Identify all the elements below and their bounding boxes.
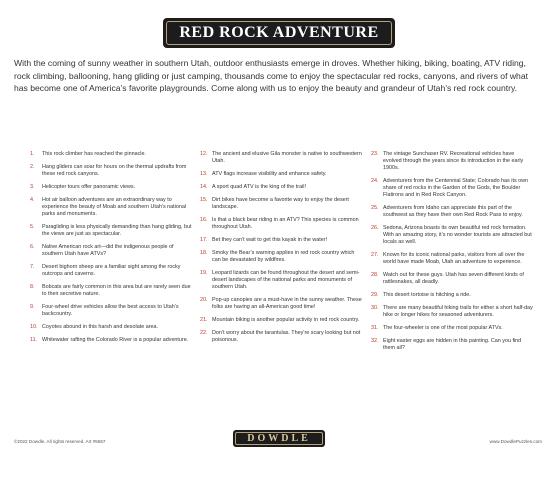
- item-text: Eight easter eggs are hidden in this painting. Can you find them all?: [383, 338, 522, 351]
- item-number: 26.: [371, 225, 379, 231]
- item-text: Smoky the Bear’s warning applies in red rock country which can be devastated by wildfires.: [212, 250, 355, 263]
- items-column-2: [200, 151, 363, 350]
- list-item: [30, 264, 193, 278]
- intro-paragraph: With the coming of sunny weather in southern Utah, outdoor enthusiasts emerge in droves. Whether hiking, biking, boating, ATV riding, rock climbing, ballooning, hang gliding or just camping, thousands come to enjoy the spectacular red rocks, canyons, and rivers of what has become one of America’s favorite playgrounds. Come along with us to enjoy the beauty and grandeur of Utah’s red rock country.: [14, 58, 528, 93]
- list-item: [200, 330, 363, 344]
- item-number: 32.: [371, 338, 379, 344]
- item-text: Whitewater rafting the Colorado River is a popular adventure.: [42, 337, 189, 343]
- item-number: 22.: [200, 330, 208, 336]
- item-number: 9.: [30, 304, 35, 310]
- item-number: 21.: [200, 317, 208, 323]
- item-number: 20.: [200, 297, 208, 303]
- list-item: [30, 284, 193, 298]
- item-text: Bobcats are fairly common in this area but are rarely seen due to their secretive nature.: [42, 284, 191, 297]
- item-number: 25.: [371, 205, 379, 211]
- list-item: [200, 250, 363, 264]
- item-text: Paragliding is less physically demanding than hang gliding, but the views are just as spectacular.: [42, 224, 192, 237]
- item-number: 4.: [30, 197, 35, 203]
- item-number: 27.: [371, 252, 379, 258]
- item-text: Helicopter tours offer panoramic views.: [42, 184, 136, 190]
- item-number: 23.: [371, 151, 379, 157]
- copyright-text: ©2022 Dowdle. All rights reserved. Art #5557: [14, 439, 106, 444]
- item-number: 19.: [200, 270, 208, 276]
- item-number: 30.: [371, 305, 379, 311]
- item-text: Is that a black bear riding in an ATV? This species is common throughout Utah.: [212, 217, 359, 230]
- list-item: [30, 324, 193, 331]
- item-number: 1.: [30, 151, 35, 157]
- list-item: [371, 151, 534, 172]
- item-text: Adventurers from the Centennial State; Colorado has its own share of red rocks in the Garden of the Gods, the Boulder Flatirons and in Red Rock Canyon.: [383, 178, 529, 198]
- item-number: 10.: [30, 324, 38, 330]
- list-item: [200, 317, 363, 324]
- list-item: [30, 337, 193, 344]
- item-number: 13.: [200, 171, 208, 177]
- list-item: [371, 225, 534, 246]
- item-number: 5.: [30, 224, 35, 230]
- item-number: 14.: [200, 184, 208, 190]
- item-text: The vintage Sunchaser RV. Recreational vehicles have evolved through the years since its introduction in the early 1900s.: [383, 151, 524, 171]
- item-text: Known for its iconic national parks, visitors from all over the world have made Moab, Utah an adventure to experience.: [383, 252, 525, 265]
- item-number: 2.: [30, 164, 35, 170]
- list-item: [200, 297, 363, 311]
- item-text: Leopard lizards can be found throughout the desert and semi-desert landscapes of the national parks and monuments of southern Utah.: [212, 270, 360, 290]
- item-text: Pop-up canopies are a must-have in the sunny weather. These folks are having an all-American good time!: [212, 297, 362, 310]
- list-item: [30, 197, 193, 218]
- item-number: 29.: [371, 292, 379, 298]
- item-text: This rock climber has reached the pinnacle.: [42, 151, 146, 157]
- item-number: 15.: [200, 197, 208, 203]
- list-item: [371, 252, 534, 266]
- item-text: Dirt bikes have become a favorite way to enjoy the desert landscape.: [212, 197, 349, 210]
- item-number: 17.: [200, 237, 208, 243]
- list-item: [30, 304, 193, 318]
- dowdle-logo: [233, 430, 325, 447]
- item-text: There are many beautiful hiking trails for either a short half-day hike or longer hikes for seasoned adventurers.: [383, 305, 533, 318]
- item-text: Four-wheel drive vehicles allow the best access to Utah’s backcountry.: [42, 304, 179, 317]
- logo-text: DOWDLE: [247, 433, 311, 444]
- item-number: 24.: [371, 178, 379, 184]
- item-number: 8.: [30, 284, 35, 290]
- list-item: [200, 151, 363, 165]
- item-text: This desert tortoise is hitching a ride.: [383, 292, 471, 298]
- item-number: 31.: [371, 325, 379, 331]
- list-item: [200, 197, 363, 211]
- item-text: Native American rock art—did the indigenous people of southern Utah have ATVs?: [42, 244, 174, 257]
- item-text: Sedona, Arizona boasts its own beautiful red rock formation. With an amazing story, it’s no wonder tourists are attracted but locals as well.: [383, 225, 532, 245]
- item-text: Desert bighorn sheep are a familiar sight among the rocky outcrops and caverns.: [42, 264, 181, 277]
- item-text: Mountain biking is another popular activity in red rock country.: [212, 317, 360, 323]
- item-text: Adventurers from Idaho can appreciate this part of the southwest as they have their own Red Rock Pass to enjoy.: [383, 205, 523, 218]
- item-number: 12.: [200, 151, 208, 157]
- list-item: [30, 151, 193, 158]
- list-item: [200, 184, 363, 191]
- list-item: [371, 305, 534, 319]
- item-number: 28.: [371, 272, 379, 278]
- item-text: ATV flags increase visibility and enhance safety.: [212, 171, 327, 177]
- page-title: RED ROCK ADVENTURE: [179, 24, 379, 41]
- items-column-3: [371, 151, 534, 358]
- list-item: [371, 338, 534, 352]
- list-item: [371, 292, 534, 299]
- item-number: 11.: [30, 337, 38, 343]
- items-column-1: [30, 151, 193, 350]
- item-text: Coyotes abound in this harsh and desolate area.: [42, 324, 158, 330]
- list-item: [371, 272, 534, 286]
- item-number: 18.: [200, 250, 208, 256]
- item-number: 16.: [200, 217, 208, 223]
- item-text: Bet they can’t wait to get this kayak in the water!: [212, 237, 328, 243]
- item-number: 3.: [30, 184, 35, 190]
- website-url: www.DowdlePuzzles.com: [489, 439, 542, 444]
- list-item: [30, 244, 193, 258]
- item-number: 7.: [30, 264, 35, 270]
- item-text: The four-wheeler is one of the most popular ATVs.: [383, 325, 503, 331]
- item-number: 6.: [30, 244, 35, 250]
- list-item: [200, 237, 363, 244]
- item-text: A sport quad ATV is the king of the trail!: [212, 184, 306, 190]
- list-item: [30, 224, 193, 238]
- list-item: [371, 205, 534, 219]
- list-item: [371, 325, 534, 332]
- list-item: [30, 184, 193, 191]
- list-item: [200, 270, 363, 291]
- item-text: Watch out for these guys. Utah has seven different kinds of rattlesnakes, all deadly.: [383, 272, 524, 285]
- list-item: [200, 171, 363, 178]
- list-item: [200, 217, 363, 231]
- list-item: [30, 164, 193, 178]
- item-text: Don’t worry about the tarantulas. They’re scary looking but not poisonous.: [212, 330, 361, 343]
- title-banner: [163, 18, 395, 48]
- list-item: [371, 178, 534, 199]
- item-text: Hang gliders can soar for hours on the thermal updrafts from these red rock canyons.: [42, 164, 187, 177]
- item-text: Hot air balloon adventures are an extraordinary way to experience the beauty of Moab and southern Utah’s national parks and monuments.: [42, 197, 187, 217]
- item-text: The ancient and elusive Gila monster is native to southwestern Utah.: [212, 151, 362, 164]
